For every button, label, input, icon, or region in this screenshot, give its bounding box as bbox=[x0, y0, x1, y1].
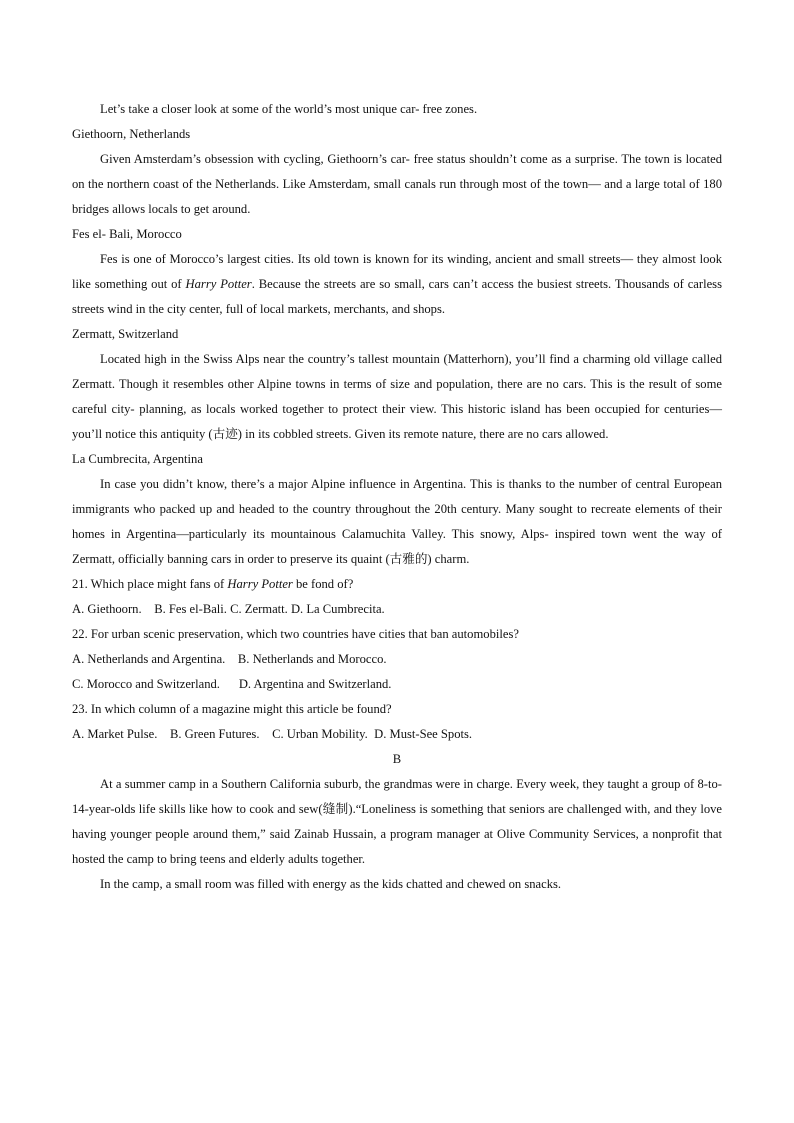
passage-a-intro: Let’s take a closer look at some of the world’s most unique car- free zones. bbox=[100, 102, 478, 116]
question-22-options-line-2: C. Morocco and Switzerland. D. Argentina and Switzerland. bbox=[72, 677, 392, 691]
question-22: 22. For urban scenic preservation, which two countries have cities that ban automobiles? bbox=[72, 627, 519, 641]
question-23: 23. In which column of a magazine might this article be found? bbox=[72, 702, 392, 716]
section-heading-la-cumbrecita: La Cumbrecita, Argentina bbox=[72, 452, 203, 466]
text-segment: 21. Which place might fans of bbox=[72, 577, 228, 591]
section-text-fes bbox=[72, 247, 722, 322]
passage-b-label: B bbox=[392, 752, 402, 766]
section-heading-giethoorn: Giethoorn, Netherlands bbox=[72, 127, 191, 141]
section-text-giethoorn: Given Amsterdam’s obsession with cycling, Giethoorn’s car- free status shouldn’t come as a surprise. The town is located on the northern coast of the Netherlands. Like Amsterdam, small canals run through most of the town— and a large total of 180 bridges allows locals to get around. bbox=[72, 152, 722, 216]
passage-b-paragraph-2: In the camp, a small room was filled with energy as the kids chatted and chewed on snacks. bbox=[100, 877, 562, 891]
passage-b-paragraph-1: At a summer camp in a Southern California suburb, the grandmas were in charge. Every week, they taught a group of 8-to-14-year-olds life skills like how to cook and sew(缝制).“Loneliness is something that seniors are challenged with, and they love having younger people around them,” said Zainab Hussain, a program manager at Olive Community Services, a nonprofit that hosted the camp to bring teens and elderly adults together. bbox=[72, 777, 722, 866]
question-21 bbox=[72, 572, 722, 597]
section-text-zermatt: Located high in the Swiss Alps near the country’s tallest mountain (Matterhorn), you’ll find a charming old village called Zermatt. Though it resembles other Alpine towns in terms of size and population, there are no cars. This is the result of some careful city- planning, as locals worked together to protect their view. This historic island has been occupied for centuries— you’ll notice this antiquity (古迹) in its cobbled streets. Given its remote nature, there are no cars allowed. bbox=[72, 352, 722, 441]
text-segment: . Because the streets are so small, cars can’t access the busiest streets. Thousands of carless streets wind in the city center, full of local markets, merchants, and shops. bbox=[72, 277, 722, 316]
book-title: Harry Potter bbox=[227, 577, 293, 591]
document-page bbox=[72, 97, 722, 897]
book-title: Harry Potter bbox=[185, 277, 252, 291]
section-heading-zermatt: Zermatt, Switzerland bbox=[72, 327, 179, 341]
question-23-options: A. Market Pulse. B. Green Futures. C. Urban Mobility. D. Must-See Spots. bbox=[72, 727, 473, 741]
text-segment: Fes is one of Morocco’s largest cities. Its old town is known for its winding, ancient and small streets— they almost look like something out of bbox=[72, 252, 722, 291]
question-21-options: A. Giethoorn. B. Fes el-Bali. C. Zermatt. D. La Cumbrecita. bbox=[72, 602, 385, 616]
section-text-la-cumbrecita: In case you didn’t know, there’s a major Alpine influence in Argentina. This is thanks to the number of central European immigrants who packed up and headed to the country throughout the 20th century. Many sought to recreate elements of their homes in Argentina—particularly its mountainous Calamuchita Valley. This snowy, Alps- inspired town went the way of Zermatt, officially banning cars in order to preserve its quaint (古雅的) charm. bbox=[72, 477, 722, 566]
question-22-options-line-1: A. Netherlands and Argentina. B. Netherlands and Morocco. bbox=[72, 652, 387, 666]
text-segment: be fond of? bbox=[292, 577, 354, 591]
section-heading-fes: Fes el- Bali, Morocco bbox=[72, 227, 182, 241]
